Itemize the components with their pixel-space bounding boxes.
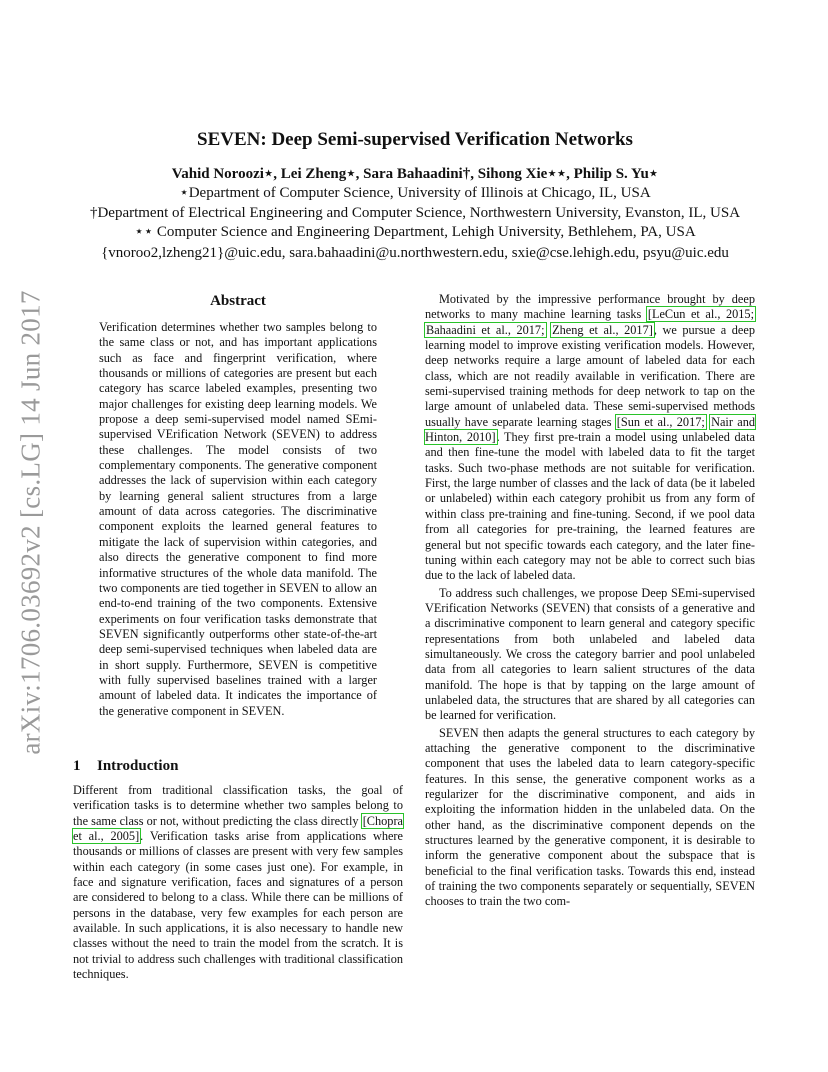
abstract-text: Verification determines whether two samples belong to the same class or not, and has important applications such as face and fingerprint verification, where thousands or millions of categories are present but each category has scarce labeled examples, presenting two major challenges for existing deep learning models. We propose a deep semi-supervised model named SEmi-supervised VErification Network (SEVEN) to address these challenges. The model consists of two complementary components. The generative component addresses the lack of supervision within each category by learning general salient structures from a large amount of data across categories. The discriminative component exploits the learned general features to mitigate the lack of supervision within categories, and also directs the generative component to find more informative structures of the whole data manifold. The two components are tied together in SEVEN to allow an end-to-end training of the two components. Extensive experiments on four verification tasks demonstrate that SEVEN significantly outperforms other state-of-the-art deep semi-supervised techniques when labeled data are in short supply. Furthermore, SEVEN is competitive with fully supervised baselines trained with a larger amount of labeled data. It indicates the importance of the generative component in SEVEN.: [99, 320, 377, 718]
citation-link-zheng[interactable]: Zheng et al., 2017]: [552, 322, 653, 337]
right-column: [425, 292, 755, 910]
intro-text: . They first pre-train a model using unlabeled data and then fine-tune the model with labeled data to fit the target tasks. Such two-phase methods are not suitable for verification. First, the large number of classes and the lack of data (be it labeled or unlabeled) within each category prohibit us from any form of within class pre-training and fine-tuning. Second, if we pool data from all categories for pre-training, the learned features are general but not specific towards each category, and the later fine-tuning within each category may not be able to correct such bias due to the lack of labeled data.: [425, 430, 755, 583]
citation-link-bahaadini[interactable]: Bahaadini et al., 2017;: [426, 322, 545, 337]
left-column: [73, 292, 403, 982]
section-heading: [73, 757, 403, 775]
abstract-heading: Abstract: [210, 293, 266, 309]
arxiv-stamp-text: arXiv:1706.03692v2 [cs.LG] 14 Jun 2017: [15, 289, 46, 755]
section-title: Introduction: [97, 757, 179, 774]
section-number: 1: [73, 757, 81, 774]
intro-text: , we pursue a deep learning model to improve existing verification models. However, deep networks require a large amount of labeled data for each class, which are not readily available in verification. There are semi-supervised training methods for deep network to tap on the large amount of unlabeled data. These semi-supervised methods usually have separate learning stages: [425, 322, 755, 429]
citation-link-chopra[interactable]: [Chopra et al., 2005]: [73, 813, 403, 843]
intro-paragraph-4: SEVEN then adapts the general structures to each category by attaching the generative component to the discriminative component that uses the labeled data to learn category-specific features. In this sense, the generative component works as a regularizer for the discriminative component, and aids in exploiting the information hidden in the unlabeled data. On the other hand, as the discriminative component depends on the structures learned by the generative component, it is desirable to inform the generative component about the subspace that is beneficial to the final verification tasks. Towards this end, instead of training the two components separately or sequentially, SEVEN chooses to train the two com-: [425, 725, 755, 909]
intro-text: Motivated by the impressive performance brought by deep networks to many machine learning tasks: [425, 292, 755, 322]
intro-text: Different from traditional classification tasks, the goal of verification tasks is to determine whether two samples belong to the same class or not, without predicting the class directly: [73, 782, 403, 828]
arxiv-stamp: [14, 283, 48, 761]
affiliation-uic: ⋆Department of Computer Science, University of Illinois at Chicago, IL, USA: [179, 185, 651, 201]
intro-paragraph-3: To address such challenges, we propose Deep SEmi-supervised VErification Networks (SEVEN) that consists of a generative and a discriminative component to learn general and category specific representations from both unlabeled and labeled data simultaneously. We cross the category barrier and pool unlabeled data from all categories to learn salient structures of the data manifold. The hope is that by tapping on the large amount of unlabeled data, the structures that are shared by all categories can be learned for verification.: [425, 585, 755, 723]
paper-title: SEVEN: Deep Semi-supervised Verification Networks: [197, 129, 633, 150]
citation-link-sun[interactable]: [Sun et al., 2017;: [616, 414, 705, 429]
citation-link-nair[interactable]: Nair and Hinton, 2010]: [425, 414, 755, 445]
intro-text: . Verification tasks arise from applications where thousands or millions of classes are present with very few samples within each category (in some cases just one). For example, in face and signature verification, faces and signatures of a person are considered to belong to a class. While there can be millions of persons in the database, very few examples for each person are available. In such applications, it is also necessary to handle new classes without the need to train the model from the scratch. It is not trivial to address such challenges with traditional classification techniques.: [73, 828, 403, 982]
paper-header: [30, 127, 800, 263]
author-list: Vahid Noroozi⋆, Lei Zheng⋆, Sara Bahaadini†, Sihong Xie⋆⋆, Philip S. Yu⋆: [171, 166, 659, 182]
intro-paragraph-2: [425, 292, 755, 584]
citation-link-lecun[interactable]: [LeCun et al., 2015;: [647, 307, 754, 322]
affiliation-lehigh: ⋆⋆ Computer Science and Engineering Department, Lehigh University, Bethlehem, PA, USA: [134, 224, 696, 240]
author-emails: {vnoroo2,lzheng21}@uic.edu, sara.bahaadini@u.northwestern.edu, sxie@cse.lehigh.edu, psyu@uic.edu: [101, 244, 729, 261]
affiliation-northwestern: †Department of Electrical Engineering and Computer Science, Northwestern University, Evanston, IL, USA: [89, 204, 741, 221]
intro-paragraph-1: [73, 783, 403, 982]
